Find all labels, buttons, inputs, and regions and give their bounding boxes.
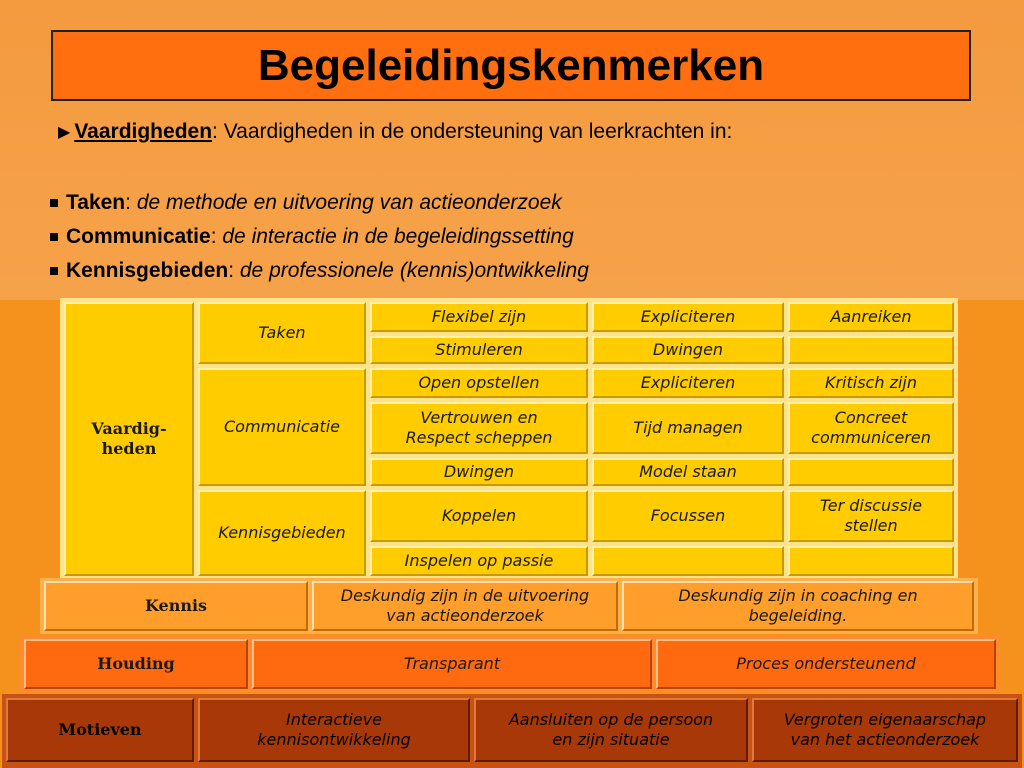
table-cell bbox=[788, 458, 954, 486]
intro-separator: : bbox=[212, 120, 218, 143]
table-cell: Concreet communiceren bbox=[788, 402, 954, 454]
group-label-communicatie: Communicatie bbox=[198, 368, 366, 486]
table-cell: Proces ondersteunend bbox=[656, 639, 996, 689]
kennis-label: Kennis bbox=[44, 581, 308, 631]
page-title: Begeleidingskenmerken bbox=[257, 40, 765, 90]
bullet-description: de methode en uitvoering van actieonderzoek bbox=[136, 191, 562, 214]
group-label-kennisgebieden: Kennisgebieden bbox=[198, 490, 366, 576]
bullet-separator: : bbox=[228, 259, 240, 282]
title-box bbox=[51, 30, 971, 101]
table-cell: Inspelen op passie bbox=[370, 546, 588, 576]
table-cell bbox=[788, 546, 954, 576]
table-cell: Koppelen bbox=[370, 490, 588, 542]
bullet-item bbox=[50, 186, 589, 220]
table-cell: Interactieve kennisontwikkeling bbox=[198, 698, 470, 762]
bullet-item bbox=[50, 254, 589, 288]
intro-term: Vaardigheden bbox=[74, 120, 213, 143]
motieven-label: Motieven bbox=[6, 698, 194, 762]
table-cell: Expliciteren bbox=[592, 302, 784, 332]
bullet-item bbox=[50, 220, 589, 254]
table-cell: Expliciteren bbox=[592, 368, 784, 398]
bullet-separator: : bbox=[210, 225, 223, 248]
vaardigheden-label: Vaardig- heden bbox=[64, 302, 194, 576]
square-bullet-icon bbox=[50, 267, 58, 275]
triangle-right-icon: ▶ bbox=[58, 124, 71, 141]
square-bullet-icon bbox=[50, 199, 58, 207]
table-cell: Flexibel zijn bbox=[370, 302, 588, 332]
bullet-list bbox=[50, 186, 589, 288]
bullet-term: Kennisgebieden bbox=[66, 259, 229, 282]
table-cell bbox=[592, 546, 784, 576]
table-cell: Model staan bbox=[592, 458, 784, 486]
table-cell: Dwingen bbox=[592, 336, 784, 364]
table-cell: Stimuleren bbox=[370, 336, 588, 364]
table-cell: Open opstellen bbox=[370, 368, 588, 398]
table-cell: Aanreiken bbox=[788, 302, 954, 332]
table-cell bbox=[788, 336, 954, 364]
group-label-taken: Taken bbox=[198, 302, 366, 364]
table-cell: Tijd managen bbox=[592, 402, 784, 454]
bullet-separator: : bbox=[125, 191, 137, 214]
table-cell: Focussen bbox=[592, 490, 784, 542]
bullet-term: Communicatie bbox=[66, 225, 211, 248]
bullet-term: Taken bbox=[66, 191, 126, 214]
square-bullet-icon bbox=[50, 233, 58, 241]
table-cell: Transparant bbox=[252, 639, 652, 689]
table-cell: Deskundig zijn in coaching en begeleiding. bbox=[622, 581, 974, 631]
table-cell: Aansluiten op de persoon en zijn situatie bbox=[474, 698, 748, 762]
table-cell: Kritisch zijn bbox=[788, 368, 954, 398]
bullet-description: de professionele (kennis)ontwikkeling bbox=[239, 259, 589, 282]
bullet-description: de interactie in de begeleidingssetting bbox=[222, 225, 574, 248]
intro-line bbox=[58, 120, 732, 144]
table-cell: Vergroten eigenaarschap van het actieonderzoek bbox=[752, 698, 1018, 762]
table-cell: Deskundig zijn in de uitvoering van actieonderzoek bbox=[312, 581, 618, 631]
table-cell: Ter discussie stellen bbox=[788, 490, 954, 542]
houding-label: Houding bbox=[24, 639, 248, 689]
intro-text: Vaardigheden in de ondersteuning van leerkrachten in: bbox=[217, 120, 733, 143]
table-cell: Dwingen bbox=[370, 458, 588, 486]
table-cell: Vertrouwen en Respect scheppen bbox=[370, 402, 588, 454]
